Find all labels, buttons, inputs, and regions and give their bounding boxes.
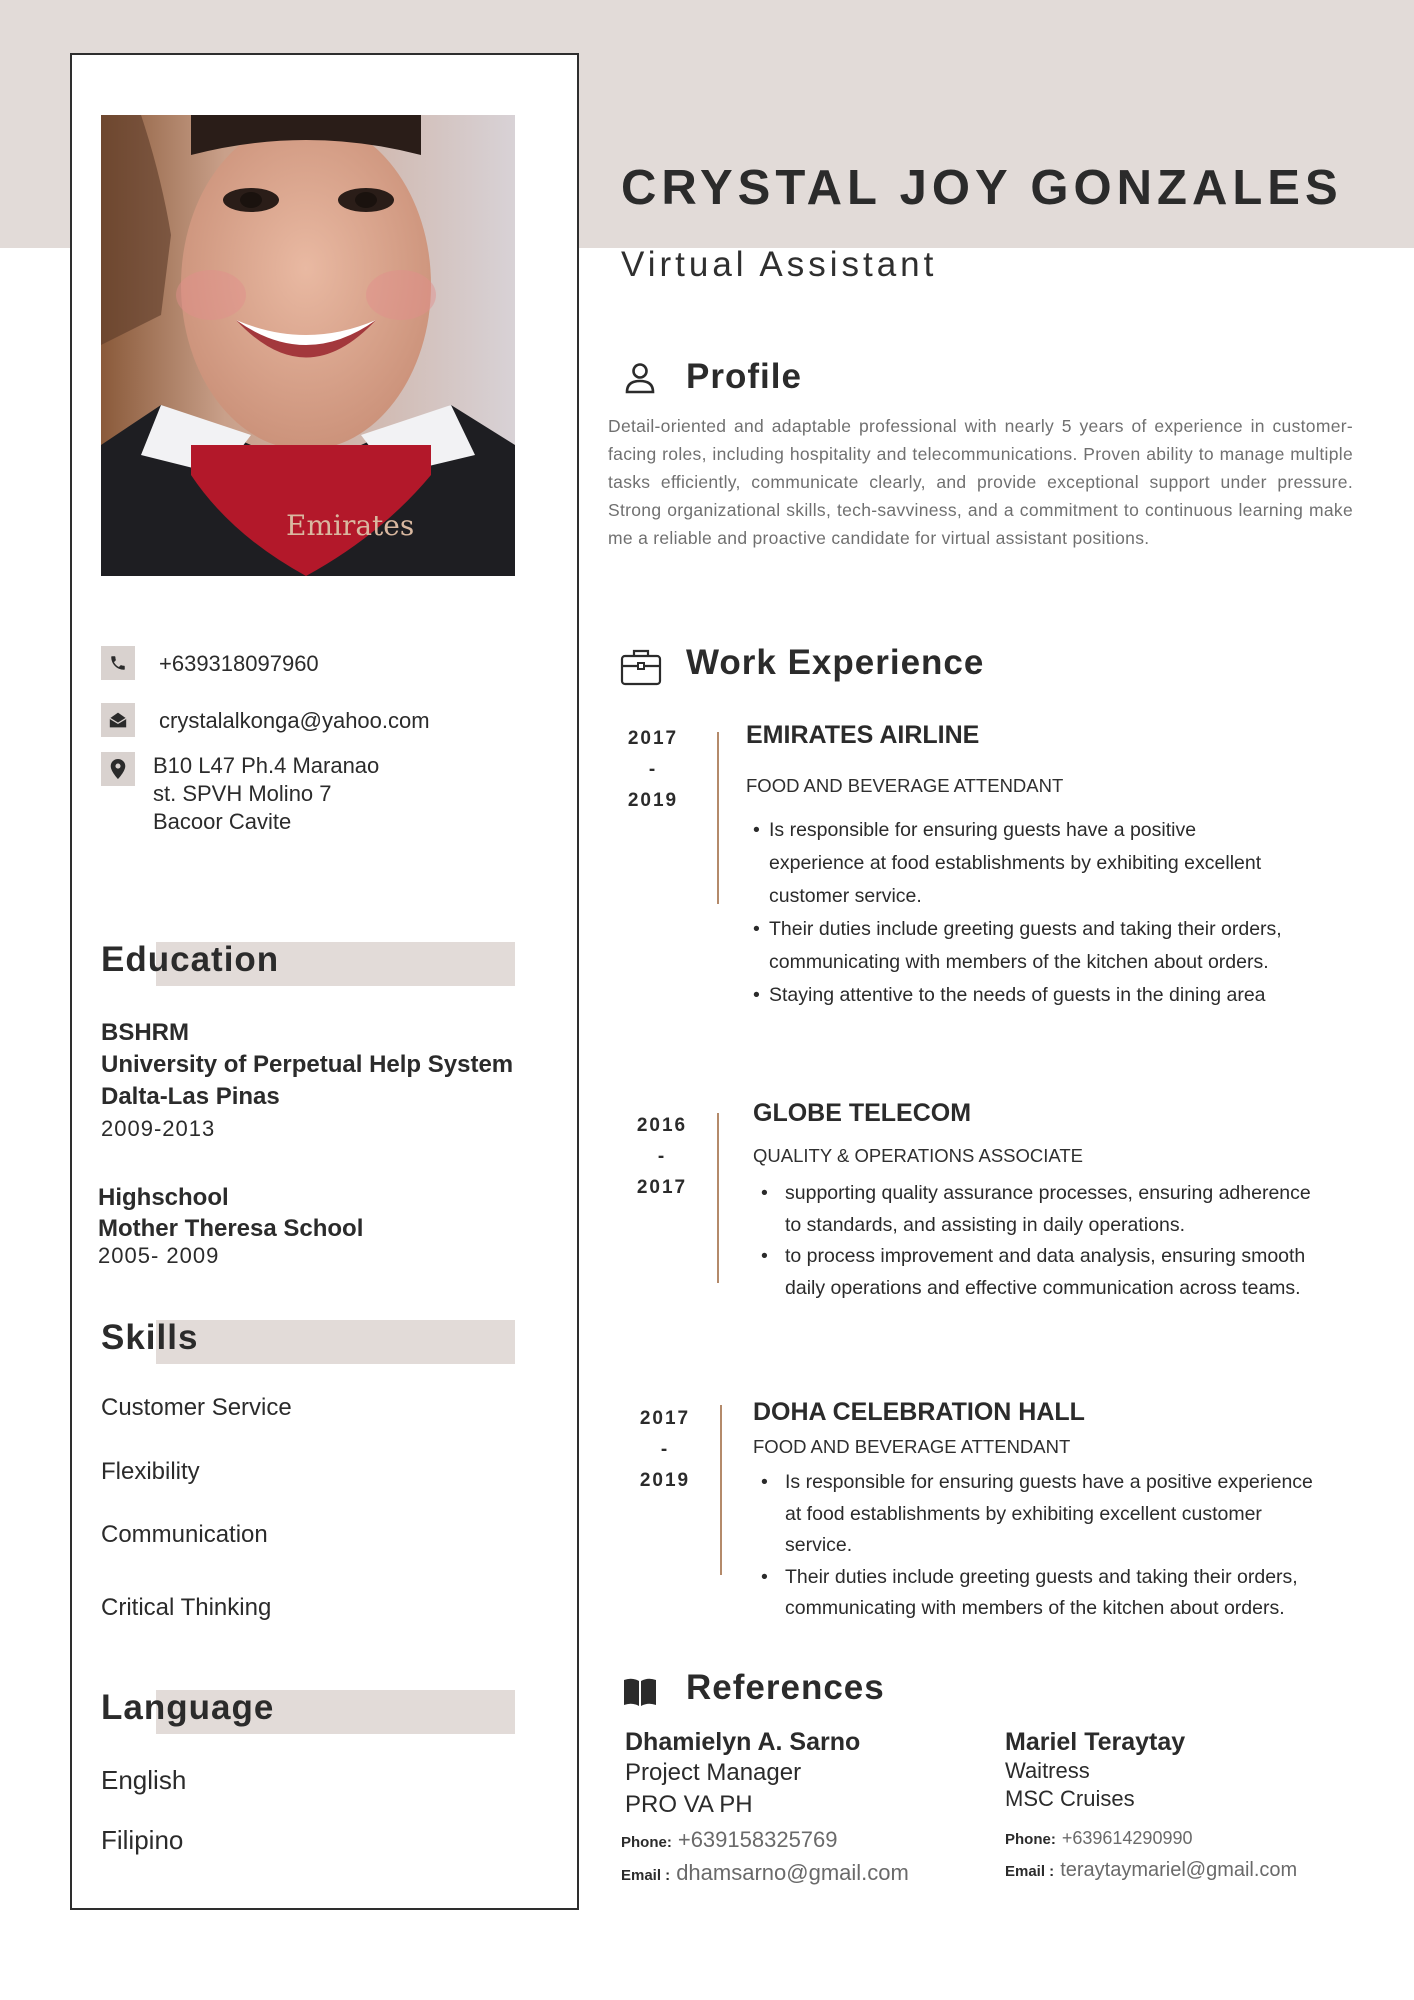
skills-heading bbox=[101, 1318, 515, 1364]
job-end-year: 2019 bbox=[627, 790, 679, 811]
reference-company: PRO VA PH bbox=[625, 1791, 753, 1818]
job-role: FOOD AND BEVERAGE ATTENDANT bbox=[753, 1436, 1071, 1457]
timeline-line bbox=[717, 1113, 719, 1283]
skills-heading-label: Skills bbox=[101, 1318, 199, 1357]
contact-email-row bbox=[101, 703, 430, 737]
reference-company: MSC Cruises bbox=[1005, 1786, 1135, 1811]
job-bullet: • Their duties include greeting guests and taking their orders, communicating with members of the kitchen about orders. bbox=[753, 913, 1293, 979]
reference-email[interactable]: teraytaymariel@gmail.com bbox=[1060, 1859, 1298, 1881]
profile-photo-illustration bbox=[101, 115, 515, 576]
phone-icon bbox=[101, 646, 135, 680]
job-company: GLOBE TELECOM bbox=[753, 1099, 972, 1127]
profile-heading: Profile bbox=[686, 357, 802, 396]
language-heading-label: Language bbox=[101, 1688, 275, 1727]
job-bullet: • supporting quality assurance processes, ensuring adherence to standards, and assisting in daily operations. bbox=[753, 1178, 1313, 1241]
reference-phone-row bbox=[1005, 1823, 1297, 1855]
job-end-year: 2017 bbox=[636, 1177, 688, 1198]
reference-email[interactable]: dhamsarno@gmail.com bbox=[676, 1860, 909, 1885]
job-company: DOHA CELEBRATION HALL bbox=[753, 1398, 1085, 1426]
reference-name: Dhamielyn A. Sarno bbox=[625, 1728, 861, 1756]
reference-phone-row bbox=[621, 1825, 909, 1858]
education-heading bbox=[101, 940, 515, 986]
person-icon bbox=[622, 360, 658, 401]
skill-item: Flexibility bbox=[101, 1458, 200, 1485]
job-title: Virtual Assistant bbox=[621, 245, 938, 284]
job-bullet: • Is responsible for ensuring guests have a positive experience at food establishments by exhibiting excellent customer service. bbox=[753, 1467, 1313, 1562]
reference-2 bbox=[1005, 1728, 1297, 1887]
job-bullet: • Their duties include greeting guests and taking their orders, communicating with members of the kitchen about orders. bbox=[753, 1562, 1313, 1625]
job-end-year: 2019 bbox=[639, 1470, 691, 1491]
job-bullet: • Staying attentive to the needs of guests in the dining area bbox=[753, 979, 1293, 1012]
contact-address: B10 L47 Ph.4 Maranao st. SPVH Molino 7 Bacoor Cavite bbox=[153, 753, 380, 834]
education-item-1 bbox=[101, 1017, 521, 1145]
job-bullet: • to process improvement and data analysis, ensuring smooth daily operations and effective communication across teams. bbox=[753, 1241, 1313, 1304]
timeline-line bbox=[717, 732, 719, 904]
reference-email-row bbox=[621, 1858, 909, 1891]
job-company: EMIRATES AIRLINE bbox=[746, 721, 980, 749]
language-item: Filipino bbox=[101, 1825, 184, 1855]
job-bullet: • Is responsible for ensuring guests have a positive experience at food establishments by exhibiting excellent customer service. bbox=[753, 814, 1293, 913]
job-bullets bbox=[753, 814, 1293, 1012]
reference-email-row bbox=[1005, 1855, 1297, 1887]
reference-title: Project Manager bbox=[625, 1759, 802, 1786]
job-bullets bbox=[753, 1178, 1313, 1304]
education-heading-label: Education bbox=[101, 940, 280, 979]
contact-address-row bbox=[101, 752, 379, 836]
email-label: Email : bbox=[1005, 1863, 1055, 1880]
job-start-year: 2017 bbox=[627, 728, 679, 749]
job-date-separator: - bbox=[660, 1439, 670, 1460]
candidate-name: CRYSTAL JOY GONZALES bbox=[621, 161, 1343, 215]
skill-item: Communication bbox=[101, 1521, 268, 1548]
skill-item: Customer Service bbox=[101, 1394, 292, 1421]
education-degree: BSHRM bbox=[101, 1019, 189, 1046]
contact-phone[interactable]: +639318097960 bbox=[159, 651, 319, 676]
envelope-icon bbox=[101, 703, 135, 737]
profile-photo bbox=[101, 115, 515, 576]
job-start-year: 2017 bbox=[639, 1408, 691, 1429]
reference-1 bbox=[621, 1728, 909, 1891]
job-1-dates bbox=[618, 723, 688, 816]
job-date-separator: - bbox=[657, 1146, 667, 1167]
job-start-year: 2016 bbox=[636, 1115, 688, 1136]
education-years: 2005- 2009 bbox=[98, 1243, 220, 1268]
emirates-badge-text: Emirates bbox=[286, 509, 415, 542]
work-experience-heading: Work Experience bbox=[686, 643, 985, 682]
reference-phone[interactable]: +639614290990 bbox=[1061, 1828, 1193, 1848]
profile-summary: Detail-oriented and adaptable professional with nearly 5 years of experience in customer-facing roles, including hospitality and telecommunications. Proven ability to manage multiple tasks efficiently, communicate clearly, and provide exceptional support under pressure. Strong organizational skills, tech-savviness, and a commitment to continuous learning make me a reliable and proactive candidate for virtual assistant positions. bbox=[608, 416, 1353, 548]
email-label: Email : bbox=[621, 1867, 671, 1884]
education-item-2 bbox=[98, 1180, 363, 1269]
language-heading bbox=[101, 1688, 515, 1734]
job-role: FOOD AND BEVERAGE ATTENDANT bbox=[746, 775, 1064, 796]
timeline-line bbox=[720, 1405, 722, 1575]
phone-label: Phone: bbox=[621, 1834, 672, 1851]
contact-email[interactable]: crystalalkonga@yahoo.com bbox=[159, 708, 430, 733]
phone-label: Phone: bbox=[1005, 1831, 1056, 1848]
job-bullets bbox=[753, 1467, 1313, 1625]
location-pin-icon bbox=[101, 752, 135, 786]
education-degree: Highschool bbox=[98, 1184, 229, 1211]
skill-item: Critical Thinking bbox=[101, 1594, 272, 1621]
contact-phone-row bbox=[101, 646, 319, 680]
job-2-dates bbox=[627, 1110, 697, 1203]
reference-phone[interactable]: +639158325769 bbox=[677, 1827, 838, 1852]
job-role: QUALITY & OPERATIONS ASSOCIATE bbox=[753, 1145, 1084, 1166]
language-item: English bbox=[101, 1765, 187, 1795]
education-years: 2009-2013 bbox=[101, 1116, 216, 1141]
reference-name: Mariel Teraytay bbox=[1005, 1728, 1186, 1756]
references-heading: References bbox=[686, 1668, 885, 1707]
heading-bar bbox=[156, 1320, 515, 1364]
reference-title: Waitress bbox=[1005, 1758, 1090, 1783]
job-3-dates bbox=[630, 1403, 700, 1496]
briefcase-icon bbox=[619, 644, 663, 693]
education-school: Mother Theresa School bbox=[98, 1215, 364, 1242]
job-date-separator: - bbox=[648, 759, 658, 780]
education-school: University of Perpetual Help System Dalta-Las Pinas bbox=[101, 1051, 514, 1110]
book-icon bbox=[622, 1676, 658, 1713]
